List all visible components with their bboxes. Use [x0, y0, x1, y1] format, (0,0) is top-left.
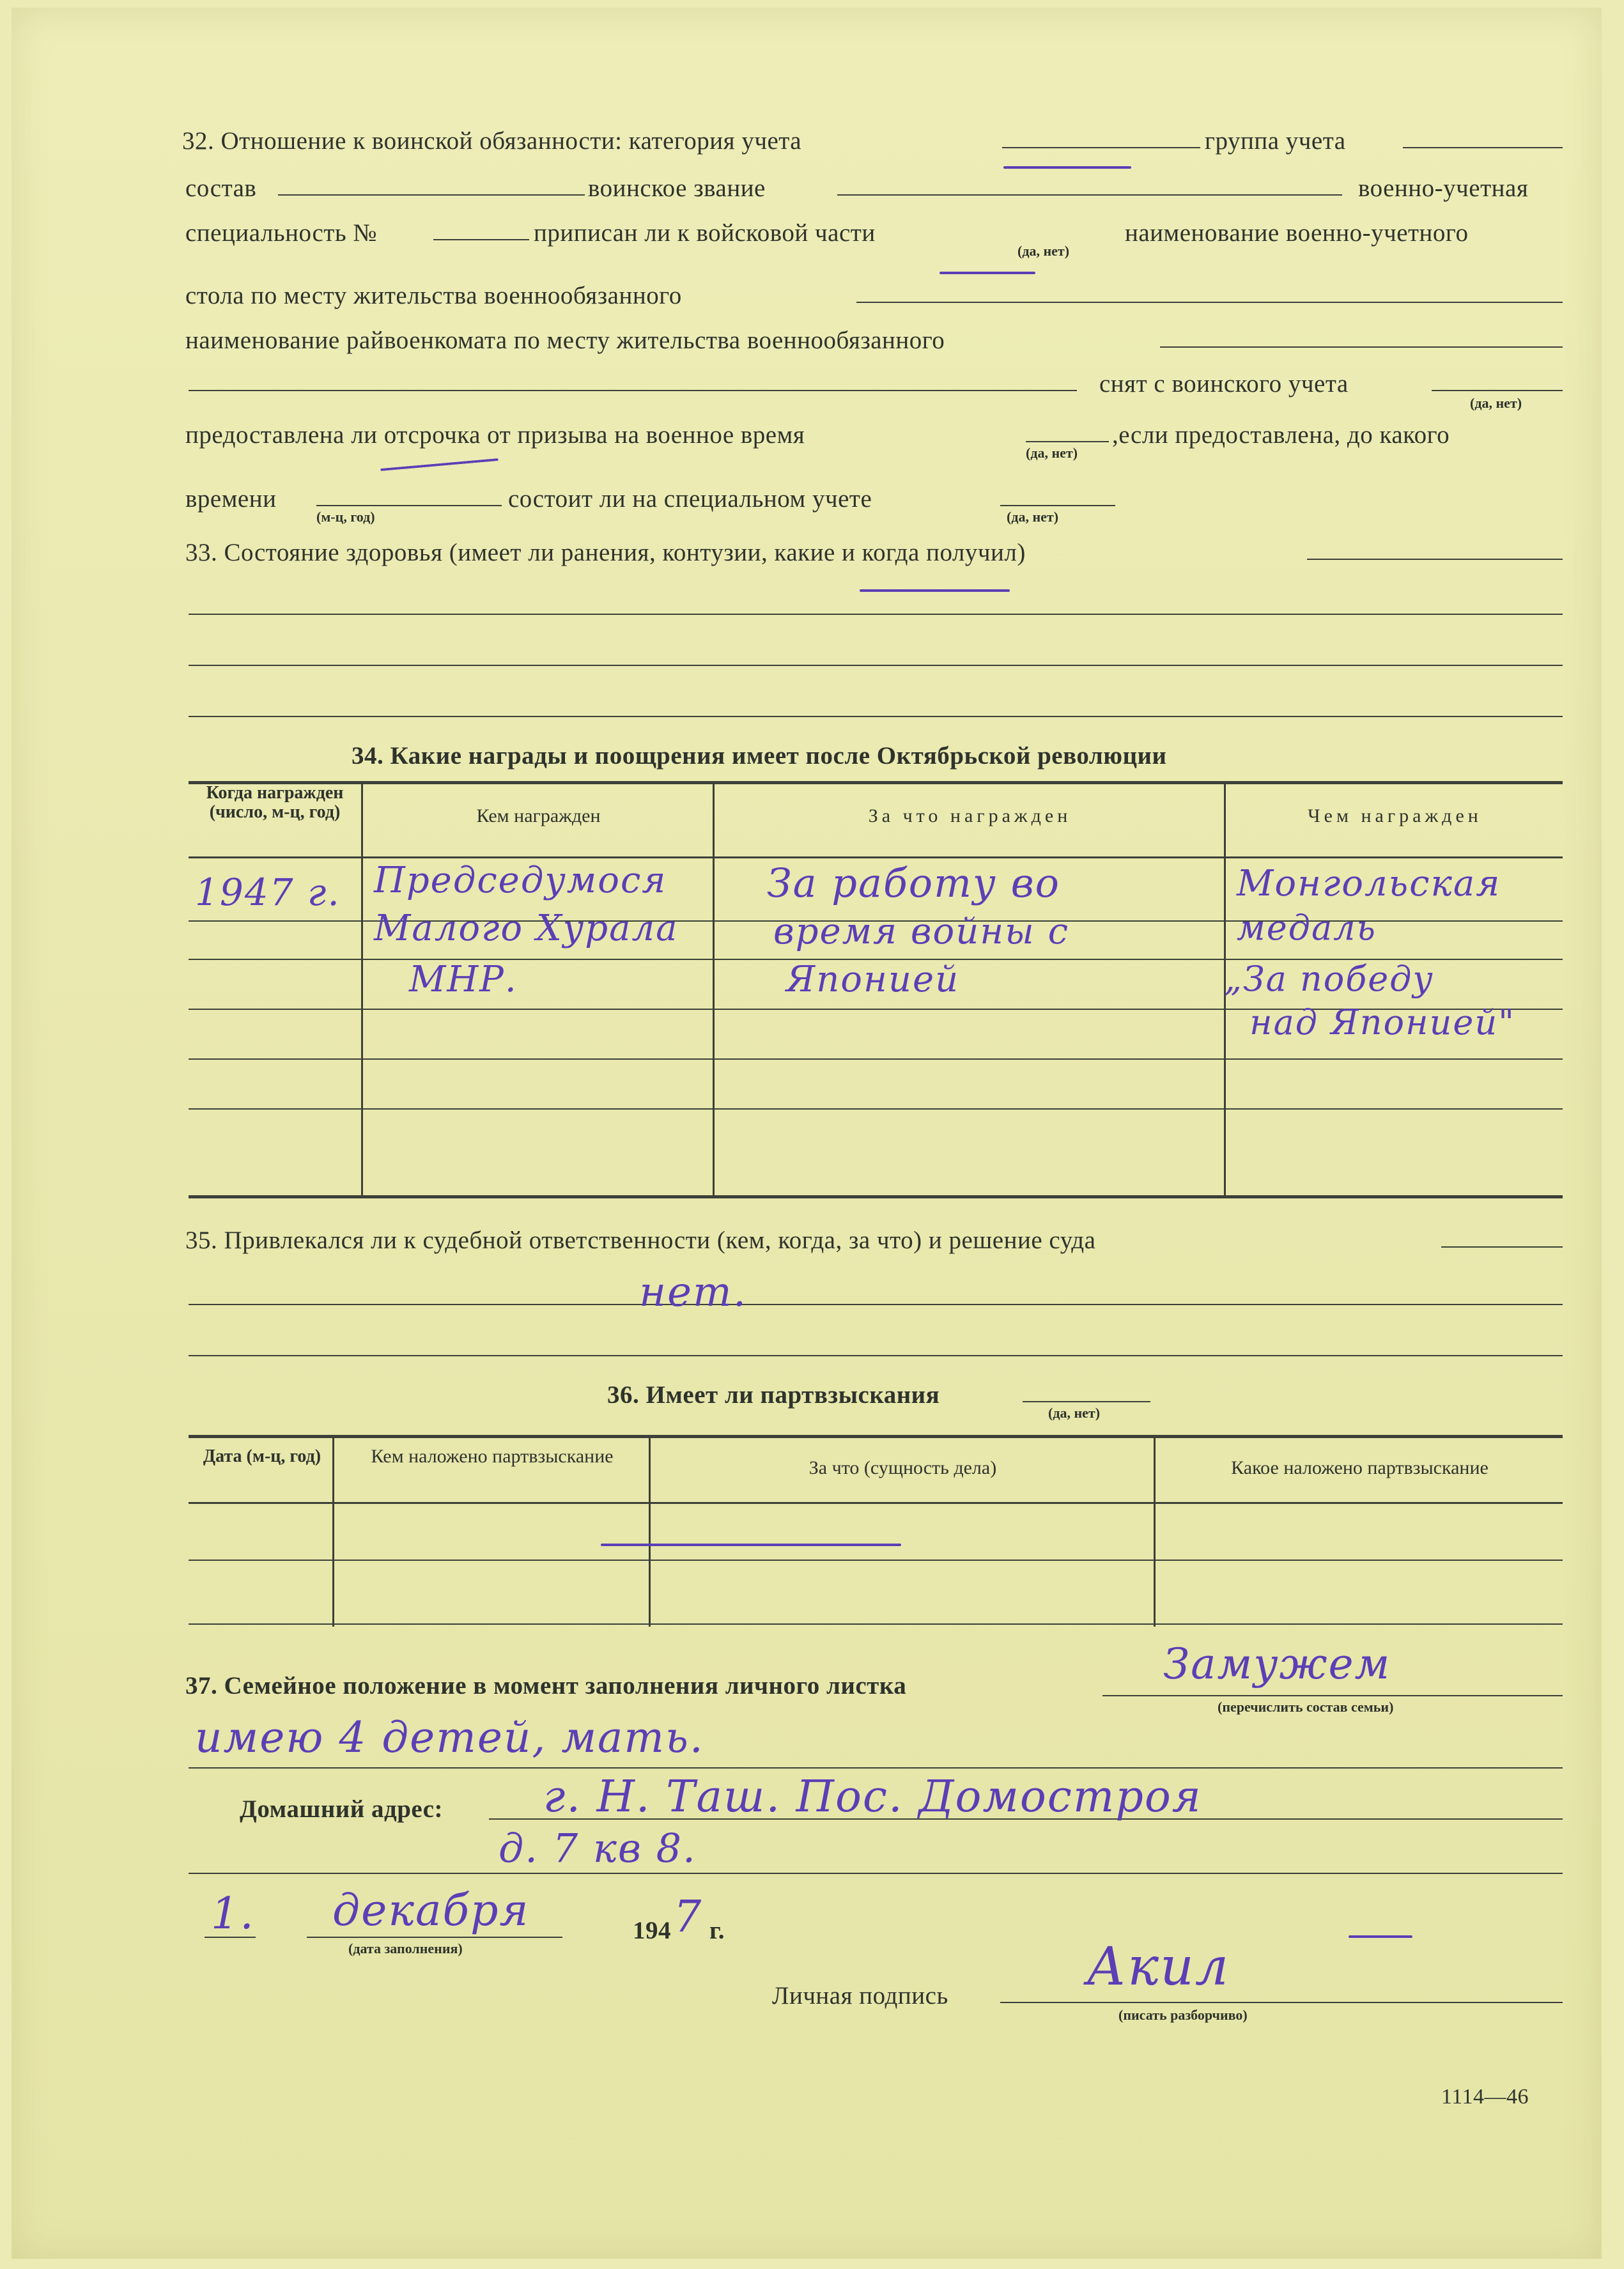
address-label: Домашний адрес:: [240, 1795, 443, 1823]
fill-line: [189, 1355, 1563, 1356]
fill-line: [1023, 1401, 1150, 1402]
q32-line3a: специальность №: [185, 219, 378, 247]
address-line2: д. 7 кв 8.: [499, 1825, 697, 1871]
pen-mark: [860, 589, 1010, 592]
date-year-printed: 194: [633, 1917, 671, 1944]
q32-line4: стола по месту жительства военнообязанного: [185, 282, 682, 309]
q32-line3b: приписан ли к войсковой части: [534, 219, 876, 247]
fill-line: [205, 1937, 256, 1938]
table-column-divider: [649, 1435, 651, 1627]
q35-label: 35. Привлекался ли к судебной ответственности (кем, когда, за что) и решение суда: [185, 1227, 1096, 1254]
signature: Акил: [1087, 1937, 1230, 1997]
q32-hint-month-year: (м-ц, год): [316, 509, 375, 525]
table-row-line: [189, 1623, 1563, 1625]
fill-line: [856, 302, 1563, 303]
award-what-line1: Монгольская: [1237, 863, 1501, 904]
table-column-divider: [332, 1435, 334, 1627]
award-for-line1: За работу во: [767, 860, 1060, 906]
fill-line: [189, 716, 1563, 717]
fill-line: [189, 390, 1077, 391]
q36-header-by: Кем наложено партвзыскание: [371, 1446, 614, 1467]
q36-hint-yesno: (да, нет): [1048, 1405, 1101, 1421]
award-by-line2: Малого Хурала: [374, 908, 679, 949]
q32-line8b: состоит ли на специальном учете: [508, 485, 872, 513]
pen-mark: [1003, 166, 1131, 169]
fill-line: [189, 665, 1563, 666]
table-header-border: [189, 856, 1563, 858]
fill-line: [433, 239, 529, 240]
q32-line2a: состав: [185, 174, 257, 202]
signature-line: [1000, 2002, 1563, 2003]
q32-line2b: воинское звание: [588, 174, 766, 202]
q32-line6: снят с воинского учета: [1099, 370, 1349, 398]
q32-line2c: военно-учетная: [1358, 174, 1529, 202]
court-answer: нет.: [639, 1269, 748, 1316]
date-year-handwritten: 7: [674, 1892, 703, 1942]
award-by-line3: МНР.: [409, 959, 518, 1000]
table-top-border: [189, 781, 1563, 784]
form-number: 1114—46: [1441, 2085, 1529, 2109]
award-for-line3: Японией: [786, 959, 960, 1000]
fill-line: [1002, 147, 1200, 148]
table-column-divider: [713, 781, 715, 1196]
table-top-border: [189, 1435, 1563, 1438]
q32-hint-yesno: (да, нет): [1026, 445, 1078, 461]
q32-line1b: группа учета: [1205, 127, 1346, 155]
fill-line: [316, 505, 502, 506]
date-year-suffix: г.: [709, 1917, 725, 1944]
table-column-divider: [361, 781, 363, 1196]
table-row-line: [189, 1058, 1563, 1060]
award-what-line4: над Японией": [1249, 1002, 1515, 1042]
pen-mark: [1349, 1935, 1412, 1938]
fill-line: [1160, 346, 1563, 348]
award-what-line3: „За победу: [1224, 959, 1434, 999]
q34-title: 34. Какие награды и поощрения имеет после Октябрьской революции: [352, 742, 1167, 770]
fill-line: [1403, 147, 1563, 148]
q32-line3c: наименование военно-учетного: [1125, 219, 1469, 247]
table-row-line: [189, 1108, 1563, 1110]
q34-header-when: Когда награжден (число, м-ц, год): [206, 783, 344, 822]
q36-header-date: Дата (м-ц, год): [203, 1446, 321, 1466]
signature-hint: (писать разборчиво): [1118, 2007, 1248, 2023]
pen-mark: [601, 1544, 901, 1546]
award-date: 1947 г.: [195, 871, 341, 914]
date-day: 1.: [211, 1889, 255, 1939]
q37-hint: (перечислить состав семьи): [1218, 1699, 1394, 1715]
award-for-line2: время войны с: [773, 911, 1069, 952]
signature-label: Личная подпись: [772, 1982, 948, 2010]
q32-hint-yesno: (да, нет): [1007, 509, 1059, 525]
q34-header-what: Чем награжден: [1308, 805, 1482, 826]
fill-line: [1441, 1246, 1563, 1248]
q37-label: 37. Семейное положение в момент заполнения личного листка: [185, 1672, 907, 1700]
fill-line: [1432, 390, 1563, 391]
address-line1: г. Н. Таш. Пос. Домостроя: [543, 1772, 1202, 1822]
table-header-border: [189, 1502, 1563, 1504]
q32-line5: наименование райвоенкомата по месту жительства военнообязанного: [185, 327, 945, 354]
q34-header-for: За что награжден: [868, 805, 1072, 826]
pen-mark: [940, 272, 1035, 274]
award-by-line1: Председумося: [374, 860, 667, 901]
q36-label: 36. Имеет ли партвзыскания: [607, 1381, 940, 1409]
fill-line: [189, 1873, 1563, 1874]
fill-line: [1307, 559, 1563, 560]
family-details: имею 4 детей, мать.: [195, 1713, 704, 1762]
q32-line8a: времени: [185, 485, 277, 513]
q34-header-by: Кем награжден: [476, 805, 601, 826]
date-hint: (дата заполнения): [348, 1940, 463, 1956]
q36-header-for: За что (сущность дела): [808, 1457, 997, 1478]
date-month: декабря: [332, 1886, 530, 1936]
fill-line: [189, 1767, 1563, 1769]
q36-header-what: Какое наложено партвзыскание: [1231, 1457, 1489, 1478]
table-bottom-border: [189, 1195, 1563, 1198]
q32-line7b: ,если предоставлена, до какого: [1112, 421, 1450, 449]
fill-line: [307, 1937, 562, 1938]
fill-line: [189, 1304, 1563, 1305]
fill-line: [1102, 1695, 1563, 1696]
q32-hint-yesno: (да, нет): [1470, 395, 1522, 411]
table-row-line: [189, 1560, 1563, 1561]
fill-line: [278, 194, 585, 196]
fill-line: [189, 614, 1563, 615]
table-column-divider: [1154, 1435, 1156, 1627]
fill-line: [1026, 441, 1109, 442]
q32-line7a: предоставлена ли отсрочка от призыва на военное время: [185, 421, 805, 449]
q32-line1: 32. Отношение к воинской обязанности: категория учета: [182, 127, 802, 155]
q32-hint-yesno: (да, нет): [1017, 243, 1070, 259]
family-status: Замужем: [1163, 1639, 1391, 1689]
fill-line: [1000, 505, 1115, 506]
fill-line: [837, 194, 1342, 196]
q33-label: 33. Состояние здоровья (имеет ли ранения, контузии, какие и когда получил): [185, 539, 1026, 566]
award-what-line2: медаль: [1237, 908, 1377, 948]
